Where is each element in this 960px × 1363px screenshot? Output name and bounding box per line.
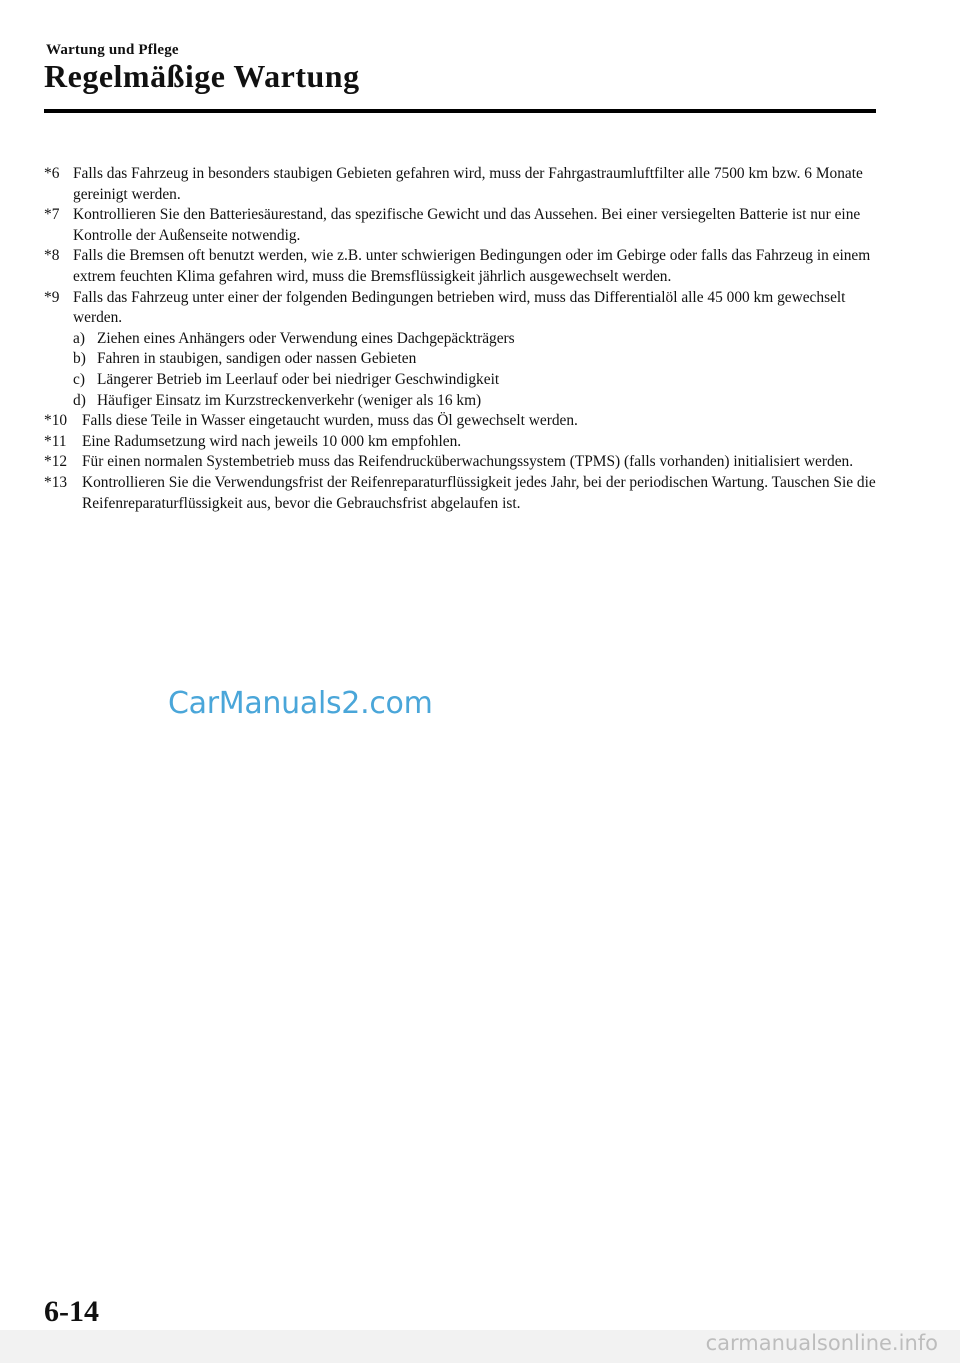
note-6	[44, 164, 880, 205]
note-text: Falls das Fahrzeug unter einer der folgenden Bedingungen betrieben wird, muss das Differentialöl alle 45 000 km gewechselt werden.	[73, 288, 846, 327]
watermark-logo: CarManuals2.com	[168, 686, 433, 721]
condition-item	[73, 370, 880, 391]
condition-text: Ziehen eines Anhängers oder Verwendung eines Dachgepäckträgers	[97, 329, 515, 347]
note-mark: *8	[44, 247, 60, 265]
note-text: Kontrollieren Sie den Batteriesäurestand, das spezifische Gewicht und das Aussehen. Bei einer versiegelten Batterie ist nur eine Kontrolle der Außenseite notwendig.	[73, 206, 861, 244]
note-mark: *7	[44, 206, 60, 224]
notes-list	[44, 164, 880, 514]
note-text: Für einen normalen Systembetrieb muss das Reifendrucküberwachungssystem (TPMS) (falls vorhanden) initialisiert werden.	[82, 453, 854, 471]
note-mark: *13	[44, 473, 68, 491]
note-9	[44, 288, 880, 412]
note-mark: *11	[44, 432, 67, 450]
note-text: Eine Radumsetzung wird nach jeweils 10 000 km empfohlen.	[82, 432, 462, 450]
condition-mark: b)	[73, 350, 86, 368]
condition-item	[73, 329, 880, 350]
note-text: Kontrollieren Sie die Verwendungsfrist der Reifenreparaturflüssigkeit jedes Jahr, bei der periodischen Wartung. Tauschen Sie die Reifenreparaturflüssigkeit aus, bevor die Gebrauchsfrist abgelaufen ist.	[82, 473, 876, 512]
note-mark: *12	[44, 453, 68, 471]
condition-text: Längerer Betrieb im Leerlauf oder bei niedriger Geschwindigkeit	[97, 370, 500, 388]
note-11	[44, 432, 880, 453]
note-7	[44, 205, 880, 246]
note-10	[44, 411, 880, 432]
note-mark: *6	[44, 165, 60, 182]
condition-item	[73, 391, 880, 412]
note-13	[44, 473, 880, 514]
section-label: Wartung und Pflege	[46, 42, 179, 58]
condition-mark: d)	[73, 391, 86, 409]
condition-text: Häufiger Einsatz im Kurzstreckenverkehr (weniger als 16 km)	[97, 391, 482, 409]
note-mark: *9	[44, 288, 60, 306]
title-rule	[44, 109, 876, 113]
note-text: Falls die Bremsen oft benutzt werden, wie z.B. unter schwierigen Bedingungen oder im Gebirge oder falls das Fahrzeug in einem extrem feuchten Klima gefahren wird, muss die Bremsflüssigkeit jährlich ausgewechselt werden.	[73, 247, 871, 285]
note-12	[44, 452, 880, 473]
note-text: Falls diese Teile in Wasser eingetaucht wurden, muss das Öl gewechselt werden.	[82, 412, 578, 430]
condition-list	[73, 329, 880, 411]
footer-watermark: carmanualsonline.info	[705, 1331, 938, 1355]
note-mark: *10	[44, 412, 68, 430]
page-title: Regelmäßige Wartung	[44, 58, 360, 94]
condition-mark: c)	[73, 370, 85, 388]
condition-text: Fahren in staubigen, sandigen oder nassen Gebieten	[97, 350, 417, 368]
condition-item	[73, 349, 880, 370]
condition-mark: a)	[73, 329, 85, 347]
note-8	[44, 246, 880, 287]
note-text: Falls das Fahrzeug in besonders staubigen Gebieten gefahren wird, muss der Fahrgastraumluftfilter alle 7500 km bzw. 6 Monate gereinigt werden.	[73, 165, 863, 203]
page-number: 6-14	[44, 1295, 99, 1328]
